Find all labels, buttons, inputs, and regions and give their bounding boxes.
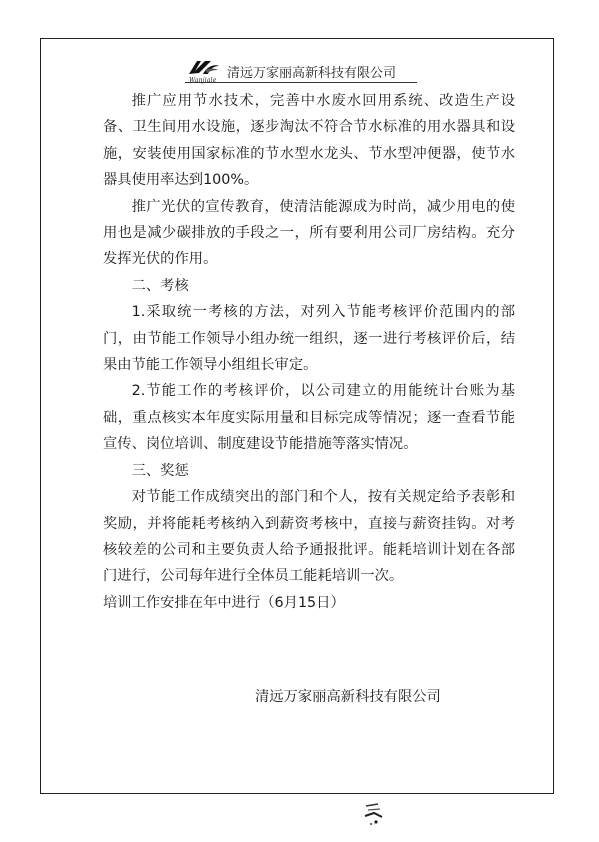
paragraph-rewards: 对节能工作成绩突出的部门和个人，按有关规定给予表彰和奖励，并将能耗考核纳入到薪资考核中，直接与薪资挂钩。对考核较差的公司和主要负责人给予通报批评。能耗培训计划在各部门进行，公司每年进行全体员工能耗培训一次。	[103, 489, 515, 585]
scan-marks	[360, 800, 390, 834]
section-heading-rewards: 三、奖惩	[131, 462, 189, 479]
letterhead	[185, 58, 396, 82]
letterhead-underline	[185, 82, 417, 83]
paragraph-training-schedule: 培训工作安排在年中进行（6月15日）	[103, 594, 345, 611]
letterhead-company-name: 清远万家丽高新科技有限公司	[227, 66, 397, 81]
logo-wordmark: Wanjiale	[189, 77, 217, 84]
section-heading-assessment: 二、考核	[131, 277, 189, 294]
document-body	[103, 88, 515, 616]
paragraph-photovoltaic: 推广光伏的宣传教育，使清洁能源成为时尚，减少用电的使用也是减少碳排放的手段之一，所有要利用公司厂房结构。充分发挥光伏的作用。	[103, 198, 515, 268]
paragraph-water-saving: 推广应用节水技术，完善中水废水回用系统、改造生产设备、卫生间用水设施，逐步淘汰不符合节水标准的用水器具和设施，安装使用国家标准的节水型水龙头、节水型冲便器，使节水器具使用率达到100%。	[103, 93, 515, 189]
signature-company: 清远万家丽高新科技有限公司	[255, 689, 441, 705]
paragraph-assessment-evaluation: 2.节能工作的考核评价，以公司建立的用能统计台账为基础，重点核实本年度实际用量和目标完成等情况；逐一查看节能宣传、岗位培训、制度建设节能措施等落实情况。	[103, 383, 515, 453]
company-logo	[185, 58, 223, 82]
paragraph-assessment-method: 1.采取统一考核的方法，对列入节能考核评价范围内的部门，由节能工作领导小组办统一组织，逐一进行考核评价后，结果由节能工作领导小组组长审定。	[103, 304, 515, 374]
